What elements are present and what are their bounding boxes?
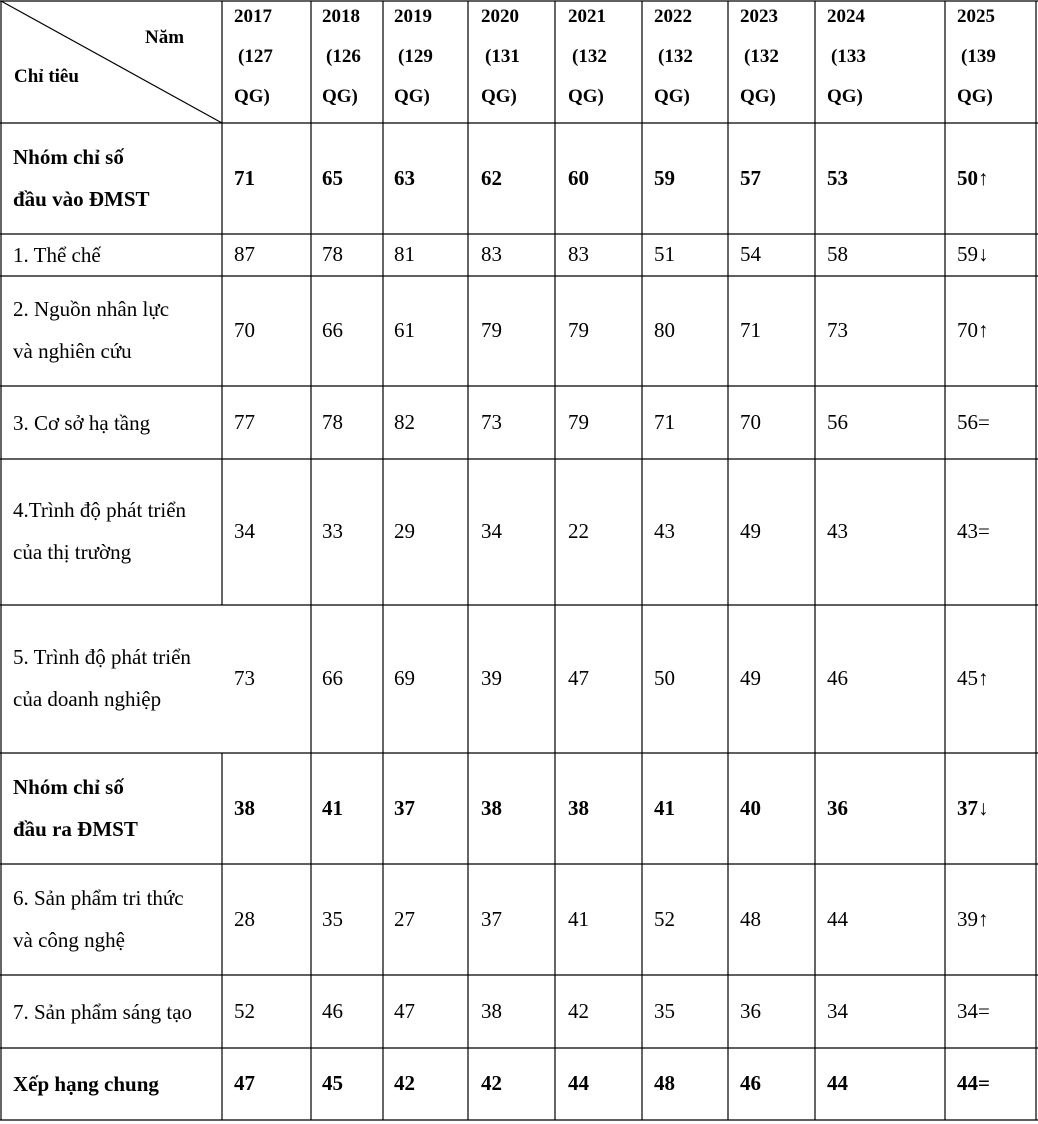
row-label: Nhóm chỉ số [13, 144, 124, 169]
corner-label-year: Năm [145, 27, 185, 48]
year-header-year: 2019 [394, 6, 432, 27]
table-cell: 46 [827, 666, 848, 690]
table-cell: 82 [394, 409, 415, 434]
year-header-line3: QG) [957, 86, 993, 107]
table-cell: 46 [740, 1071, 761, 1095]
year-header-year: 2025 [957, 6, 995, 27]
table-cell: 51 [654, 242, 675, 266]
table-cell: 34 [827, 998, 848, 1023]
table-cell: 79 [568, 318, 589, 342]
table-cell: 73 [234, 666, 255, 690]
year-header-year: 2017 [234, 6, 272, 27]
year-header-line3: QG) [740, 86, 776, 107]
year-header-line2: (127 [238, 46, 273, 67]
table-cell: 38 [234, 795, 255, 820]
table-cell: 41 [568, 906, 589, 931]
table-cell: 22 [568, 519, 589, 543]
row-label: Xếp hạng chung [13, 1072, 159, 1096]
table-cell: 41 [654, 795, 675, 820]
row-label: 4.Trình độ phát triển [13, 498, 187, 522]
table-cell: 34= [957, 998, 990, 1023]
table-cell: 47 [234, 1071, 255, 1095]
table-cell: 36 [740, 998, 761, 1023]
row-label: 5. Trình độ phát triển [13, 645, 191, 669]
row-label: 6. Sản phẩm tri thức [13, 885, 184, 910]
year-header-line2: (131 [485, 46, 520, 67]
table-cell: 36 [827, 795, 848, 820]
table-cell: 45↑ [957, 666, 989, 690]
table-cell: 44 [568, 1071, 589, 1095]
table-cell: 52 [654, 906, 675, 931]
row-label: 3. Cơ sở hạ tầng [13, 410, 151, 435]
table-cell: 50↑ [957, 165, 989, 190]
table-cell: 78 [322, 409, 343, 434]
table-cell: 57 [740, 165, 761, 190]
row-label-continued: đầu ra ĐMST [13, 816, 138, 841]
year-header-year: 2018 [322, 6, 360, 27]
year-header-line2: (129 [398, 46, 433, 67]
row-label-continued: đầu vào ĐMST [13, 186, 150, 211]
table-cell: 71 [740, 318, 761, 342]
table-cell: 45 [322, 1071, 343, 1095]
table-cell: 87 [234, 242, 255, 266]
table-cell: 49 [740, 519, 761, 543]
table-cell: 39 [481, 666, 502, 690]
year-header-line2: (133 [831, 46, 866, 67]
table-cell: 73 [827, 318, 848, 342]
row-label-continued: của doanh nghiệp [13, 687, 162, 711]
table-cell: 42 [481, 1071, 502, 1095]
table-cell: 54 [740, 242, 761, 266]
year-header-line2: (132 [658, 46, 693, 67]
row-label-continued: và nghiên cứu [13, 339, 132, 363]
table-cell: 78 [322, 242, 343, 266]
table-cell: 35 [654, 998, 675, 1023]
table-cell: 27 [394, 906, 415, 931]
year-header-year: 2024 [827, 6, 865, 27]
table-cell: 37 [394, 795, 415, 820]
table-cell: 71 [234, 165, 255, 190]
year-header-year: 2023 [740, 6, 778, 27]
year-header-line2: (132 [572, 46, 607, 67]
table-cell: 35 [322, 906, 343, 931]
table-cell: 80 [654, 318, 675, 342]
table-cell: 47 [394, 998, 415, 1023]
table-cell: 70 [234, 318, 255, 342]
table-cell: 69 [394, 666, 415, 690]
table-cell: 44 [827, 906, 848, 931]
table-cell: 63 [394, 165, 415, 190]
year-header-year: 2021 [568, 6, 606, 27]
table-cell: 61 [394, 318, 415, 342]
table-cell: 65 [322, 165, 343, 190]
table-cell: 59↓ [957, 242, 989, 266]
year-header-year: 2022 [654, 6, 692, 27]
year-header-line2: (139 [961, 46, 996, 67]
table-cell: 83 [481, 242, 502, 266]
year-header-line3: QG) [827, 86, 863, 107]
table-cell: 62 [481, 165, 502, 190]
table-cell: 39↑ [957, 906, 989, 931]
table-cell: 48 [654, 1071, 675, 1095]
row-label-continued: và công nghệ [13, 927, 125, 952]
table-cell: 34 [481, 519, 502, 543]
table-cell: 58 [827, 242, 848, 266]
table-cell: 38 [481, 998, 502, 1023]
table-cell: 56= [957, 409, 990, 434]
year-header-line2: (126 [326, 46, 361, 67]
table-cell: 59 [654, 165, 675, 190]
year-header-line3: QG) [322, 86, 358, 107]
table-cell: 38 [568, 795, 589, 820]
table-cell: 43 [654, 519, 675, 543]
table-cell: 48 [740, 906, 761, 931]
table-cell: 71 [654, 409, 675, 434]
table-cell: 49 [740, 666, 761, 690]
table-cell: 37 [481, 906, 502, 931]
table-cell: 79 [481, 318, 502, 342]
table-cell: 42 [394, 1071, 415, 1095]
table-cell: 66 [322, 318, 343, 342]
table-cell: 53 [827, 165, 848, 190]
table-cell: 50 [654, 666, 675, 690]
year-header-line3: QG) [481, 86, 517, 107]
year-header-year: 2020 [481, 6, 519, 27]
table-cell: 44 [827, 1071, 848, 1095]
table-cell: 41 [322, 795, 343, 820]
table-cell: 37↓ [957, 795, 989, 820]
table-cell: 79 [568, 409, 589, 434]
table-cell: 28 [234, 906, 255, 931]
table-cell: 56 [827, 409, 848, 434]
year-header-line3: QG) [394, 86, 430, 107]
row-label: 2. Nguồn nhân lực [13, 297, 170, 321]
table-cell: 43 [827, 519, 848, 543]
table-cell: 29 [394, 519, 415, 543]
table-cell: 33 [322, 519, 343, 543]
table-cell: 38 [481, 795, 502, 820]
corner-label-indicator: Chỉ tiêu [14, 66, 79, 87]
table-cell: 77 [234, 409, 255, 434]
table-cell: 44= [957, 1071, 990, 1095]
table-cell: 47 [568, 666, 589, 690]
year-header-line3: QG) [234, 86, 270, 107]
year-header-line3: QG) [654, 86, 690, 107]
row-label: 7. Sản phẩm sáng tạo [13, 999, 193, 1024]
table-cell: 83 [568, 242, 589, 266]
table-cell: 40 [740, 795, 761, 820]
table-cell: 34 [234, 519, 255, 543]
row-label-continued: của thị trường [13, 540, 132, 564]
row-label: 1. Thể chế [13, 243, 101, 267]
row-label: Nhóm chỉ số [13, 774, 124, 799]
table-cell: 73 [481, 409, 502, 434]
table-cell: 70 [740, 409, 761, 434]
table-cell: 66 [322, 666, 343, 690]
table-cell: 52 [234, 998, 255, 1023]
year-header-line3: QG) [568, 86, 604, 107]
table-cell: 46 [322, 998, 343, 1023]
table-cell: 60 [568, 165, 589, 190]
year-header-line2: (132 [744, 46, 779, 67]
table-cell: 70↑ [957, 318, 989, 342]
table-cell: 81 [394, 242, 415, 266]
table-cell: 42 [568, 998, 589, 1023]
table-cell: 43= [957, 519, 990, 543]
